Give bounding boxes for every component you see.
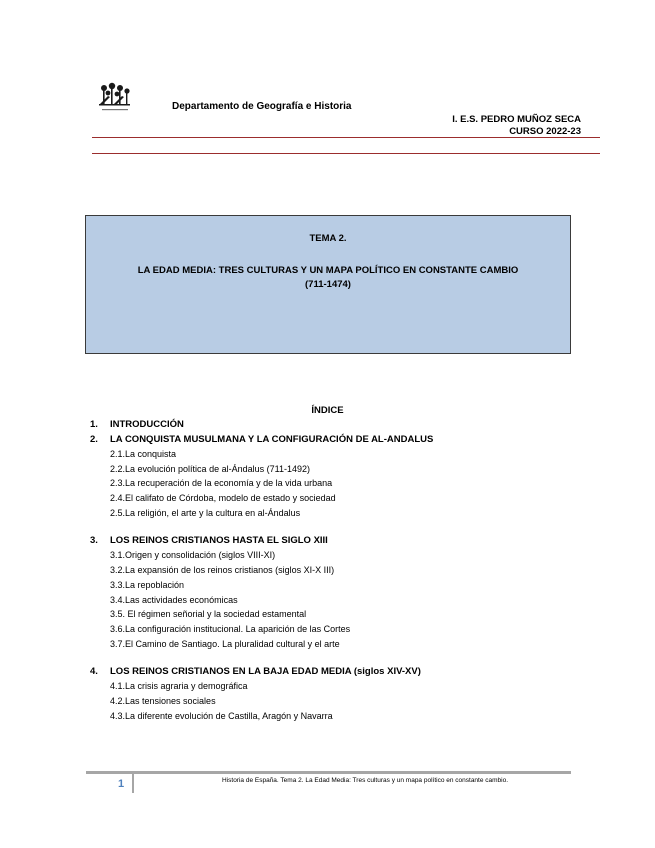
- table-of-contents: [90, 418, 590, 723]
- footer-divider: [86, 771, 571, 774]
- toc-subitem: 3.1.Origen y consolidación (siglos VIII-XI): [110, 550, 276, 561]
- school-name: I. E.S. PEDRO MUÑOZ SECA: [452, 114, 581, 125]
- toc-subitem: 3.4.Las actividades económicas: [110, 594, 238, 605]
- toc-section: [90, 665, 590, 679]
- toc-section: [90, 534, 590, 548]
- section-number: 1.: [90, 419, 98, 430]
- course-year: CURSO 2022-23: [509, 126, 581, 137]
- toc-subitem: 2.4.El califato de Córdoba, modelo de estado y sociedad: [110, 493, 336, 504]
- toc-subitem: 3.7.El Camino de Santiago. La pluralidad cultural y el arte: [110, 638, 340, 649]
- toc-subitem: 2.1.La conquista: [110, 449, 177, 459]
- section-number: 4.: [90, 666, 98, 678]
- section-number: 3.: [90, 535, 98, 547]
- section-title: INTRODUCCIÓN: [110, 419, 184, 430]
- toc-section: [90, 433, 590, 447]
- tema-label: TEMA 2.: [309, 233, 347, 244]
- toc-subitem: 3.5. El régimen señorial y la sociedad estamental: [110, 609, 307, 620]
- title-line-2: (711-1474): [305, 279, 351, 290]
- section-number: 2.: [90, 434, 98, 445]
- school-logo: [98, 82, 132, 114]
- document-title: [86, 264, 570, 292]
- header-divider-bottom: [92, 153, 600, 154]
- toc-subitem: 3.3.La repoblación: [110, 579, 185, 590]
- toc-subitem: 2.3.La recuperación de la economía y de la vida urbana: [110, 478, 333, 489]
- school-info: [452, 114, 581, 138]
- section-title: LOS REINOS CRISTIANOS HASTA EL SIGLO XIII: [110, 535, 328, 547]
- department-name: Departamento de Geografía e Historia: [172, 101, 352, 112]
- toc-subitem: 4.1.La crisis agraria y demográfica: [110, 681, 248, 692]
- toc-section: [90, 418, 590, 432]
- toc-subitem: 2.5.La religión, el arte y la cultura en al-Ándalus: [110, 507, 301, 518]
- title-box: [85, 215, 571, 354]
- toc-subitem: 2.2.La evolución política de al-Ándalus (711-1492): [110, 463, 310, 474]
- toc-subitem: 4.3.La diferente evolución de Castilla, Aragón y Navarra: [110, 710, 333, 721]
- toc-subitem: 3.6.La configuración institucional. La aparición de las Cortes: [110, 623, 351, 634]
- footer-text: Historia de España. Tema 2. La Edad Media: Tres culturas y un mapa político en constante cambio.: [222, 777, 509, 784]
- section-title: LA CONQUISTA MUSULMANA Y LA CONFIGURACIÓN DE AL-ANDALUS: [110, 434, 434, 445]
- index-heading: ÍNDICE: [311, 405, 344, 416]
- page-number: 1: [118, 778, 125, 790]
- section-title: LOS REINOS CRISTIANOS EN LA BAJA EDAD MEDIA (siglos XIV-XV): [110, 666, 421, 678]
- toc-subitem: 4.2.Las tensiones sociales: [110, 695, 216, 706]
- toc-subitem: 3.2.La expansión de los reinos cristianos (siglos XI-X III): [110, 565, 335, 576]
- header-divider-top: [92, 137, 600, 138]
- footer-separator: [132, 773, 134, 793]
- title-line-1: LA EDAD MEDIA: TRES CULTURAS Y UN MAPA POLÍTICO EN CONSTANTE CAMBIO: [137, 265, 519, 276]
